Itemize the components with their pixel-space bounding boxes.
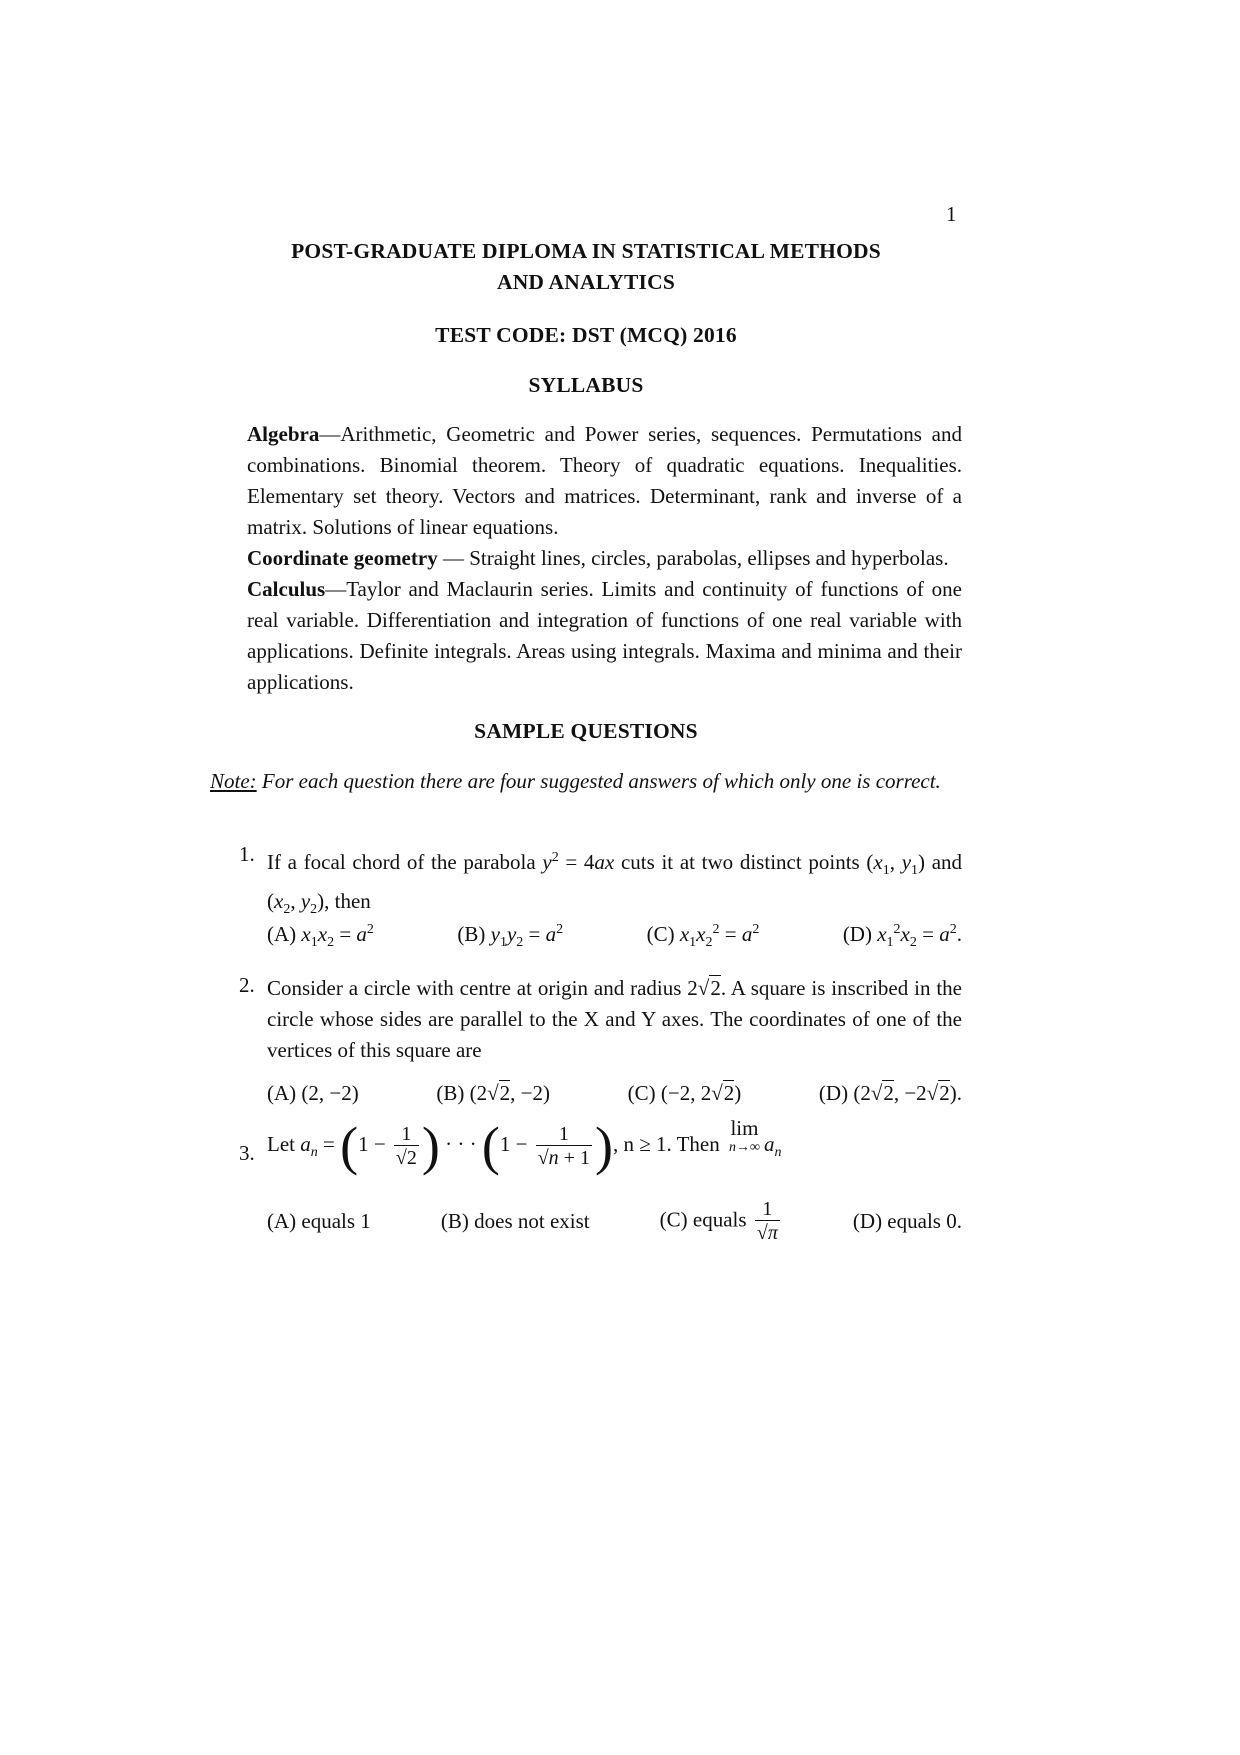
q1-text-c: and — [925, 850, 963, 874]
calculus-text: —Taylor and Maclaurin series. Limits and continuity of functions of one real variable. Differentiation and integration of functions of one real variable with applications. Definite integrals. Areas using integrals. Maxima and minima and their applications. — [247, 577, 962, 694]
q1-option-b: (B) $y_1y_2 = a^2$ — [457, 922, 564, 951]
q2-option-b: (B) (2√2, −2) — [436, 1081, 550, 1105]
title-line-1: POST-GRADUATE DIPLOMA IN STATISTICAL METHODS — [291, 239, 881, 263]
question-3-text — [267, 1115, 962, 1182]
note-label: Note: — [210, 769, 257, 793]
q1-point-2: ($x_2$, $y_2$) — [267, 889, 325, 918]
question-3-options — [267, 1196, 962, 1246]
document-title — [210, 236, 962, 298]
syllabus-heading: SYLLABUS — [528, 373, 644, 397]
question-1-number: 1. — [239, 842, 255, 866]
q3-limit-label: lim — [730, 1116, 759, 1140]
q2-sqrt: √2 — [697, 976, 721, 1000]
geometry-label: Coordinate geometry — [247, 546, 438, 570]
note — [210, 766, 962, 797]
q1-option-a: (A) $x_1x_2 = a^2$ — [267, 922, 374, 951]
syllabus-body — [210, 419, 962, 698]
q1-point-1: ($x_1$, $y_1$) — [866, 850, 926, 879]
sample-questions-heading: SAMPLE QUESTIONS — [474, 719, 698, 743]
syllabus-algebra — [210, 419, 962, 543]
question-1-options — [267, 922, 962, 951]
title-line-2: AND ANALYTICS — [496, 270, 676, 294]
question-2-text — [267, 973, 962, 1066]
question-2-number: 2. — [239, 973, 255, 997]
q3-limit-sub: n→∞ — [728, 1140, 760, 1155]
q3-text-a: Let — [267, 1132, 301, 1156]
note-text: For each question there are four suggested answers of which only one is correct. — [256, 769, 941, 793]
q3-option-c: (C) equals $\frac{1}{√\pi}$ — [659, 1197, 778, 1244]
algebra-label: Algebra — [247, 422, 320, 446]
q1-text-d: , then — [324, 889, 371, 914]
q3-option-a: (A) equals 1 — [267, 1208, 371, 1233]
test-code: TEST CODE: DST (MCQ) 2016 — [435, 323, 737, 347]
q1-text-a: If a focal chord of the parabola — [267, 850, 543, 874]
q2-text-a: Consider a circle with centre at origin and radius 2 — [267, 976, 698, 1000]
q3-limit-var: $a_n$ — [763, 1132, 782, 1161]
q3-option-d: (D) equals 0. — [852, 1208, 962, 1233]
q3-text-b: , n ≥ 1. Then — [612, 1132, 725, 1156]
geometry-text: — Straight lines, circles, parabolas, ellipses and hyperbolas. — [437, 546, 949, 570]
q2-option-d: (D) (2√2, −2√2). — [818, 1081, 962, 1105]
q2-option-c: (C) (−2, 2√2) — [627, 1081, 742, 1105]
q1-option-d: (D) $x_1^2x_2 = a^2$. — [842, 922, 962, 951]
q3-option-b: (B) does not exist — [440, 1208, 590, 1233]
q3-product-formula: $a_n = (1$ − $\frac{1}{√2}$ ) · · · (1 − $\frac{1}{√n + 1}$ ) — [300, 1116, 613, 1177]
q3-option-c-label: (C) equals — [659, 1206, 747, 1231]
q2-text-b: . A square is inscribed in the circle whose sides are parallel to the X and Y axes. The coordinates of one of the vertices of this square are — [267, 976, 962, 1062]
syllabus-geometry — [210, 543, 962, 574]
calculus-label: Calculus — [247, 577, 326, 601]
question-2-options — [267, 1081, 962, 1106]
question-3-number: 3. — [239, 1141, 255, 1165]
q2-option-a: (A) (2, −2) — [267, 1081, 359, 1105]
page-number: 1 — [946, 202, 957, 226]
question-1-text — [267, 842, 962, 925]
syllabus-calculus — [210, 574, 962, 698]
algebra-text: —Arithmetic, Geometric and Power series, sequences. Permutations and combinations. Binomial theorem. Theory of quadratic equations. Inequalities. Elementary set theory. Vectors and matrices. Determinant, rank and inverse of a matrix. Solutions of linear equations. — [247, 422, 962, 539]
q3-limit — [729, 1115, 760, 1155]
q1-option-c: (C) $x_1x_2^2 = a^2$ — [646, 922, 760, 951]
q1-text-b: cuts it at two distinct points — [614, 850, 867, 874]
q1-equation: $y^2 = 4ax$ — [542, 850, 615, 874]
